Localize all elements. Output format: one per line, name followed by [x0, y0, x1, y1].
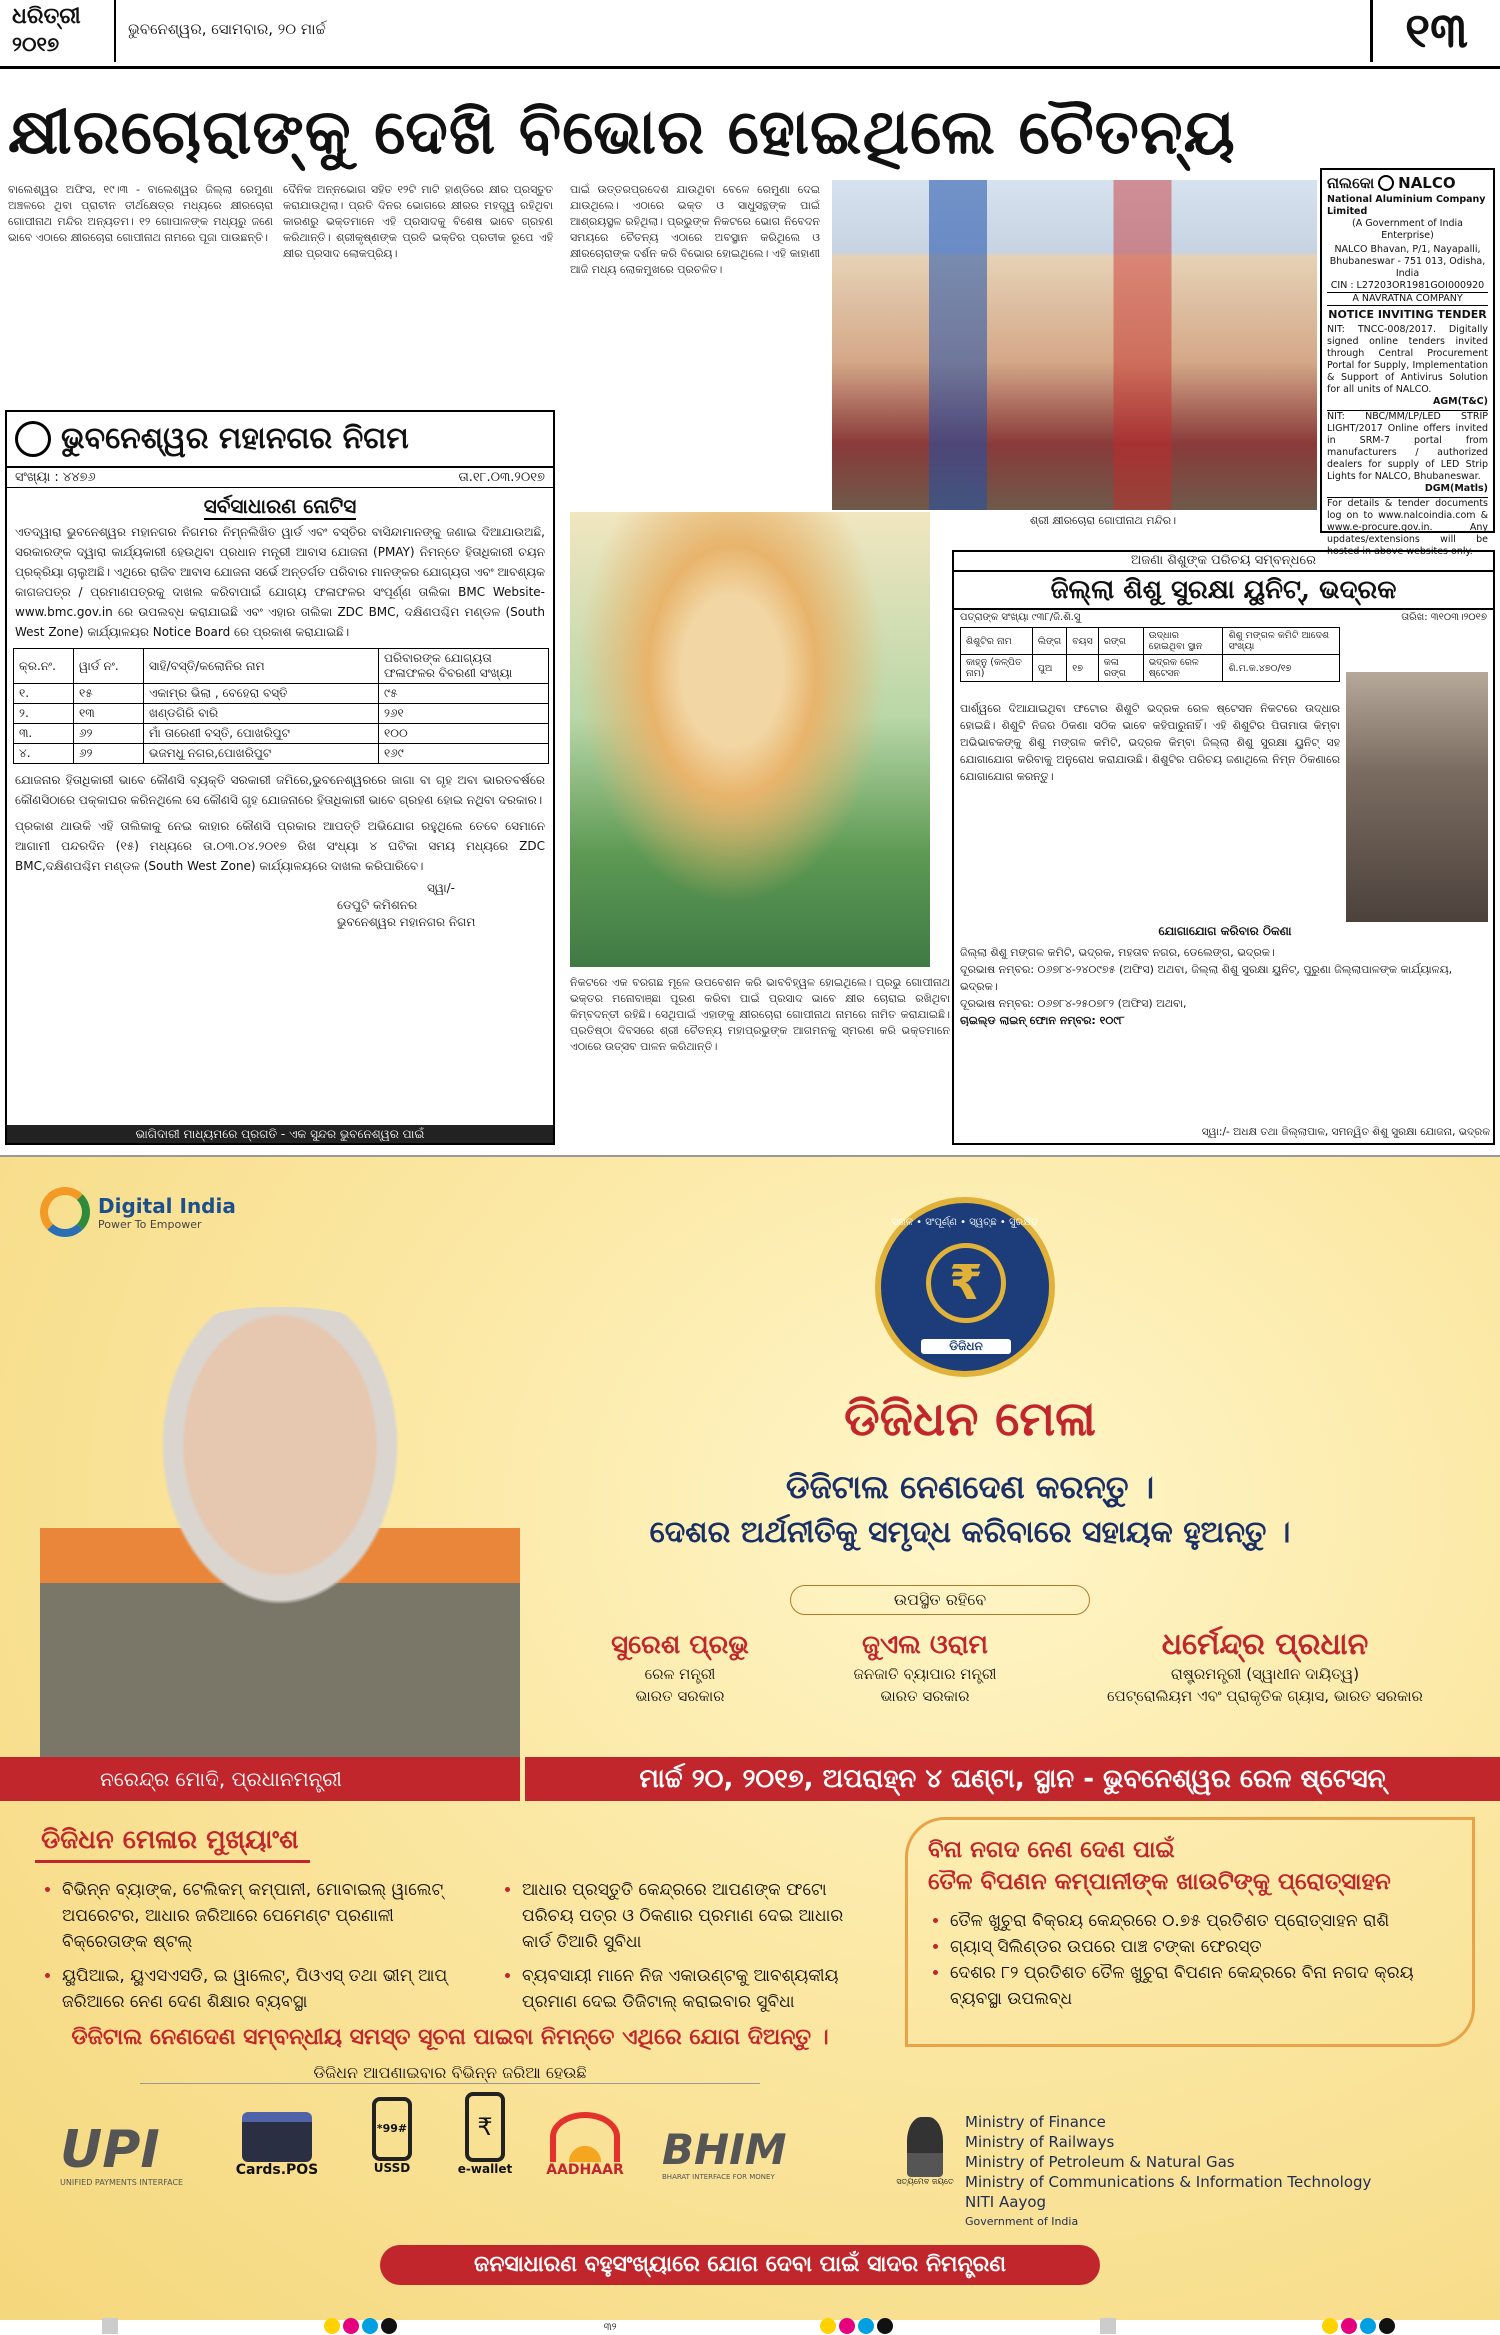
cmyk-mark — [102, 2318, 121, 2335]
ministry-item: Ministry of Railways — [965, 2133, 1115, 2151]
oil-incentive-box — [905, 1817, 1475, 2047]
nalco-navratna: A NAVRATNA COMPANY — [1327, 292, 1488, 306]
child-notice-ref: ପତ୍ରାଙ୍କ ସଂଖ୍ୟା ୯୩୮/ଜି.ଶି.ସୁ — [960, 612, 1081, 623]
info-line: ଡିଜିଟାଲ ନେଣଦେଣ ସମ୍ବନ୍ଧୀୟ ସମସ୍ତ ସୂଚନା ପାଇବା ନିମନ୍ତେ ଏଥିରେ ଯୋଗ ଦିଅନ୍ତୁ । — [71, 2025, 829, 2050]
ad-line-2: ଦେଶର ଅର୍ଥନୀତିକୁ ସମୃଦ୍ଧ କରିବାରେ ସହାୟକ ହୁଅନ୍ତୁ । — [649, 1515, 1291, 1550]
bhim-logo: BHIM BHARAT INTERFACE FOR MONEY — [662, 2125, 787, 2181]
oil-title-1: ବିନା ନଗଦ ନେଣ ଦେଣ ପାଇଁ — [928, 1837, 1175, 1863]
ministries-list — [965, 2112, 1371, 2232]
bmc-para-3: ପ୍ରକାଶ ଥାଉକି ଏହି ତାଲିକାକୁ ନେଇ କାହାର କୌଣସି ପ୍ରକାର ଆପତ୍ତି ଅଭିଯୋଗ ରହୁଥିଲେ ତେବେ ସେମାନେ ଆଗାମୀ ପନ୍ଦରଦିନ (୧୫) ମଧ୍ୟରେ ତା.୦୩.୦୪.୨୦୧୭ ରିଖ ସଂଧ୍ୟା ୪ ଘଟିକା ସମୟ ମଧ୍ୟରେ ZDC BMC,ଦକ୍ଷିଣପଶ୍ଚିମ ମଣ୍ଡଳ (South West Zone) କାର୍ଯ୍ୟାଳୟରେ ଦାଖଲ କରିପାରିବେ। — [15, 819, 545, 873]
table-header: ଉଦ୍ଧାର ହୋଇଥିବା ସ୍ଥାନ — [1143, 628, 1223, 655]
event-band: ମାର୍ଚ୍ଚ ୨୦, ୨୦୧୭, ଅପରାହ୍ନ ୪ ଘଣ୍ଟା, ସ୍ଥାନ - ଭୁବନେଶ୍ୱର ରେଳ ଷ୍ଟେସନ୍ — [525, 1757, 1500, 1801]
list-item: • ତୈଳ ଖୁଚୁରା ବିକ୍ରୟ କେନ୍ଦ୍ରରେ ୦.୭୫ ପ୍ରତିଶତ ପ୍ରୋତ୍ସାହନ ରାଶି — [950, 1908, 1452, 1934]
headline: କ୍ଷୀରଚୋରାଙ୍କୁ ଦେଖି ବିଭୋର ହୋଇଥିଲେ ଚୈତନ୍ୟ — [8, 95, 1236, 168]
nalco-nit-2: NIT: NBC/MM/LP/LED STRIP LIGHT/2017 Online offers invited in SRM-7 portal from manufacturers / authorized dealers for supply of LED Strip Lights for NALCO, Bhubaneswar. — [1327, 411, 1488, 482]
chaitanya-painting — [570, 512, 930, 967]
story-col-1: ବାଲେଶ୍ୱର ଅଫିସ, ୧୯।୩ - ବାଲେଶ୍ୱର ଜିଲ୍ଲା ରେମୁଣା ଅଞ୍ଚଳରେ ଥିବା ପ୍ରାଚୀନ ତୀର୍ଥକ୍ଷେତ୍ର ମଧ୍ୟରେ କ୍ଷୀରଚୋରା ଗୋପୀନାଥ ମନ୍ଦିର ଅନ୍ୟତମ। ୧୨ ଗୋପାଳଙ୍କ ମଧ୍ୟରୁ ଜଣେ ଭାବେ ଏଠାରେ କ୍ଷୀରଚୋରା ଗୋପୀନାଥ ନାମରେ ପୂଜା ପାଉଛନ୍ତି। — [8, 183, 273, 244]
bmc-body: ଏତଦ୍ୱାରା ଭୁବନେଶ୍ୱର ମହାନଗର ନିଗମର ନିମ୍ନଲିଖିତ ୱାର୍ଡ ଏବଂ ବସ୍ତିର ବାସିନ୍ଦାମାନଙ୍କୁ ଜଣାଇ ଦିଆଯାଉଅଛି, ସରକାରଙ୍କ ଦ୍ୱାରା କାର୍ଯ୍ୟକାରୀ ହେଉଥିବା ପ୍ରଧାନ ମନ୍ତ୍ରୀ ଆବାସ ଯୋଜନା (PMAY) ନିମନ୍ତେ ହିତାଧିକାରୀ ଚୟନ ପ୍ରକ୍ରିୟା ଚାଲୁଅଛି। ଏଥିରେ ରାଜିବ ଆବାସ ଯୋଜନା ସର୍ଭେ ଅନ୍ତର୍ଗତ ପରିବାର ମାନଙ୍କର ଯୋଗ୍ୟତା ଏବଂ ଆବଶ୍ୟକ କାଗଜପତ୍ର / ପ୍ରମାଣପତ୍ରକୁ ଦାଖଲ କରିବାପାଇଁ ଯୋଗ୍ୟ ଫଳାଫଳର ସଂପୂର୍ଣ୍ଣ ତାଲିକା BMC Website-www.bmc.gov.in ରେ ଉପଲବ୍ଧ କରାଯାଇଛି ଏବଂ ଏହାର ତାଲିକା ZDC BMC, ଦକ୍ଷିଣପଶ୍ଚିମ ମଣ୍ଡଳ (South West Zone) କାର୍ଯ୍ୟାଳୟର Notice Board ରେ ପ୍ରକାଶ କରାଯାଇଛି। — [15, 525, 545, 639]
highlights-title: ଡିଜିଧନ ମେଳାର ମୁଖ୍ୟାଂଶ — [35, 1825, 310, 1863]
ministry-item: Ministry of Petroleum & Natural Gas — [965, 2153, 1235, 2171]
bmc-footer: ଭାଗିଦାରୀ ମାଧ୍ୟମରେ ପ୍ରଗତି - ଏକ ସୁନ୍ଦର ଭୁବନେଶ୍ୱର ପାଇଁ — [7, 1125, 553, 1143]
list-item: • ବିଭିନ୍ନ ବ୍ୟାଙ୍କ, ଟେଲିକମ୍ କମ୍ପାନୀ, ମୋବାଇଲ୍ ୱାଲେଟ୍ ଅପରେଟର, ଆଧାର ଜରିଆରେ ପେମେଣ୍ଟ ପ୍ରଣାଳୀ ବିକ୍ରେତାଙ୍କ ଷ୍ଟଲ୍ — [62, 1877, 480, 1955]
story-col-3b: ନିକଟରେ ଏକ ବରଗଛ ମୂଳେ ଉପବେଶନ କରି ଭାବବିହ୍ୱଳ ହୋଇଥିଲେ। ପ୍ରଭୁ ଗୋପୀନାଥ ଭକ୍ତର ମନୋବାଞ୍ଛା ପୂରଣ କରିବା ପାଇଁ ପ୍ରସାଦ ଭାବେ କ୍ଷୀର ଚୋରାଇ ରଖିଥିବା କିମ୍ବଦନ୍ତୀ ରହିଛି। ସେଥିପାଇଁ ଏହାଙ୍କୁ କ୍ଷୀରଚୋରା ଗୋପୀନାଥ ନାମରେ ନାମିତ କରାଯାଇଛି। ପ୍ରତିଷ୍ଠା ଦିବସରେ ଶ୍ରୀ ଚୈତନ୍ୟ ମହାପ୍ରଭୁଙ୍କ ଆଗମନକୁ ସ୍ମରଣ କରି ଭକ୍ତମାନେ ଏଠାରେ ଉତ୍ସବ ପାଳନ କରିଥାନ୍ତି। — [570, 976, 950, 1053]
table-header: ଶିଶୁଟିର ନାମ — [961, 628, 1033, 655]
list-item: • ବ୍ୟବସାୟୀ ମାନେ ନିଜ ଏକାଉଣ୍ଟକୁ ଆବଶ୍ୟକୀୟ ପ୍ରମାଣ ଦେଇ ଡିଜିଟାଲ୍ କରାଇବାର ସୁବିଧା — [522, 1963, 870, 2015]
nalco-notice-title: NOTICE INVITING TENDER — [1328, 308, 1487, 321]
ad-line-1: ଡିଜିଟାଲ ନେଣଦେଣ କରନ୍ତୁ । — [785, 1468, 1155, 1506]
child-contact-1: ଜିଲ୍ଲା ଶିଶୁ ମଙ୍ଗଳ କମିଟି, ଭଦ୍ରକ, ମହତାବ ନଗର, ଡେଲେଙ୍ଗ, ଭଦ୍ରକ। — [960, 946, 1275, 959]
cmyk-mark — [820, 2318, 896, 2335]
emblem-ring-text: ସରଳ • ସଂପୂର୍ଣ୍ଣ • ସ୍ୱଚ୍ଛ • ସୁରକ୍ଷିତ — [891, 1217, 1039, 1228]
bmc-emblem-icon — [15, 421, 51, 457]
nalco-company-sub: (A Government of India Enterprise) — [1352, 218, 1463, 241]
highlights-mid — [500, 1877, 870, 2015]
list-item: • ଆଧାର ପ୍ରସ୍ତୁତି କେନ୍ଦ୍ରରେ ଆପଣଙ୍କ ଫଟୋ ପରିଚୟ ପତ୍ର ଓ ଠିକଣାର ପ୍ରମାଣ ଦେଇ ଆଧାର କାର୍ଡ ତିଆରି ସୁବିଧା — [522, 1877, 870, 1955]
nalco-logo: NALCO — [1398, 174, 1456, 192]
rupee-icon: ₹ — [926, 1243, 1006, 1323]
cmyk-mark — [1100, 2318, 1119, 2335]
masthead-logo: ଧରିତ୍ରୀ ୨୦୧୭ — [6, 0, 116, 62]
bmc-notice-title: ସର୍ବସାଧାରଣ ନୋଟିସ — [203, 494, 357, 518]
present-banner: ଉପସ୍ଥିତ ରହିବେ — [790, 1585, 1090, 1615]
table-row: କାହ୍ନୁ (କଳ୍ପିତ ନାମ) ପୁଅ ୧୭ କଳା ରଙ୍ଗ ଭଦ୍ରକ ରେଳ ଷ୍ଟେସନ ଶି.ମ.କ.୪୭୦/୧୭ — [961, 655, 1340, 682]
ashoka-emblem: ସତ୍ୟମେବ ଜୟତେ — [895, 2117, 955, 2187]
story-col-3: ପାଇଁ ଉତ୍ତରପ୍ରଦେଶ ଯାଉଥିବା ବେଳେ ରେମୁଣା ଦେଇ ଯାଉଥିଲେ। ଏଠାରେ ଭକ୍ତ ଓ ସାଧୁସନ୍ଥଙ୍କ ପାଇଁ ଆଶ୍ରୟସ୍ଥଳ ରହିଥିଲା। ପ୍ରଭୁଙ୍କ ନିକଟରେ ଭୋଗ ନିବେଦନ ସମୟରେ ଚୈତନ୍ୟ ଏଠାରେ ଅବସ୍ଥାନ କରିଥିଲେ ଓ କ୍ଷୀରଚୋରାଙ୍କ ଦର୍ଶନ କରି ବିଭୋର ହୋଇଥିଲେ। ଏହି କାହାଣୀ ଆଜି ମଧ୍ୟ ଲୋକମୁଖରେ ପ୍ରଚଳିତ। — [570, 183, 820, 276]
nalco-address-1: NALCO Bhavan, P/1, Nayapalli, — [1334, 244, 1481, 255]
page-number: ୧୩ — [1370, 0, 1500, 62]
emblem-label: ଡିଜିଧନ — [921, 1339, 1011, 1354]
nalco-sign-1: AGM(T&C) — [1432, 396, 1488, 407]
table-row: ୧. ୧୫ ଏକାମ୍ର ଭିଲା , ବେହେରା ବସ୍ତି ୯୫ — [14, 684, 549, 704]
cmyk-mark — [324, 2318, 400, 2335]
highlights-left — [40, 1877, 480, 2015]
aadhaar-logo: AADHAAR — [530, 2112, 640, 2178]
child-notice-date: ତାରିଖ: ୩୧୦୩।୨୦୧୭ — [1401, 612, 1487, 623]
lion-capital-icon — [907, 2117, 943, 2177]
table-header: କ୍ର.ନଂ. — [14, 649, 74, 684]
ussd-logo: *99# USSD — [362, 2097, 422, 2175]
bmc-para-2: ଯୋଜନାର ହିତାଧିକାରୀ ଭାବେ କୌଣସି ବ୍ୟକ୍ତି ସରକାରୀ ଜମିରେ,ଭୁବନେଶ୍ୱରରେ ଜାଗା ବା ଗୃହ ଅବା ଭାରତବର୍ଷରେ କୌଣସିଠାରେ ପକ୍କାଘର କରିନଥିଲେ ସେ କୌଣସି ଗୃହ ଯୋଜନାରେ ହିତାଧିକାରୀ ଭାବେ ଗ୍ରହଣ ହୋଇ ନଥିବା ଦରକାର। — [15, 773, 545, 807]
nalco-logo-odia: ନାଲକୋ — [1327, 174, 1375, 192]
table-header: ପରିବାରଙ୍କ ଯୋଗ୍ୟତା ଫଳାଫଳର ବିବରଣୀ ସଂଖ୍ୟା — [379, 649, 549, 684]
goi-label: Government of India — [965, 2215, 1079, 2228]
pos-machine-icon — [242, 2112, 312, 2162]
ministry-item: Ministry of Communications & Information Technology — [965, 2173, 1372, 2191]
pm-portrait — [40, 1307, 520, 1767]
list-item: • ଦେଶର ୮୨ ପ୍ରତିଶତ ତୈଳ ଖୁଚୁରା ବିପଣନ କେନ୍ଦ୍ରରେ ବିନା ନଗଦ କ୍ରୟ ବ୍ୟବସ୍ଥା ଉପଲବ୍ଧ — [950, 1960, 1452, 2012]
table-header: ବୟସ — [1067, 628, 1099, 655]
phone-icon: *99# — [372, 2097, 412, 2161]
child-notice-kicker: ଅଜଣା ଶିଶୁଙ୍କ ପରିଚୟ ସମ୍ବନ୍ଧରେ — [1131, 553, 1316, 568]
story-col-2: ଦୈନିକ ଅନ୍ନଭୋଗ ସହିତ ୧୨ଟି ମାଟି ହାଣ୍ଡିରେ କ୍ଷୀର ପ୍ରସ୍ତୁତ କରାଯାଉଥିଲା। ପ୍ରତି ଦିନର ଭୋଗରେ କ୍ଷୀରର ମହତ୍ତ୍ୱ ରହିଥିବା କାରଣରୁ ଭକ୍ତମାନେ ଏହି ପ୍ରସାଦକୁ ବିଶେଷ ଭାବେ ଗ୍ରହଣ କରିଥାନ୍ତି। ଶ୍ରୀକୃଷ୍ଣଙ୍କ ପ୍ରତି ଭକ୍ତିର ପ୍ରତୀକ ରୂପେ ଏହି କ୍ଷୀର ପ୍ରସାଦ ଲୋକପ୍ରିୟ। — [283, 183, 553, 260]
bmc-title: ଭୁବନେଶ୍ୱର ମହାନଗର ନିଗମ — [61, 421, 409, 456]
table-header: ୱାର୍ଡ ନଂ. — [74, 649, 144, 684]
digidhan-emblem — [875, 1197, 1055, 1377]
oil-title-2: ତୈଳ ବିପଣନ କମ୍ପାନୀଙ୍କ ଖାଉଟିଙ୍କୁ ପ୍ରୋତ୍ସାହନ — [928, 1869, 1391, 1895]
nalco-footer: For details & tender documents log on to www.nalcoindia.com & www.e-procure.gov.in. Any updates/extensions will be hosted in above websites only. — [1327, 498, 1488, 557]
table-header: ସାହି/ବସ୍ତି/କଲୋନିର ନାମ — [144, 649, 379, 684]
means-line: ଡିଜିଧନ ଆପଣାଇବାର ବିଭିନ୍ନ ଜରିଆ ହେଉଛି — [140, 2063, 760, 2084]
nalco-logo-icon — [1378, 175, 1394, 191]
nalco-sign-2: DGM(Matls) — [1424, 483, 1488, 494]
digidhan-title: ଡିଜିଧନ ମେଳା — [844, 1391, 1096, 1447]
table-header: ରଙ୍ଗ — [1098, 628, 1143, 655]
child-table — [960, 627, 1340, 682]
bmc-number: ସଂଖ୍ୟା : ୪୪୭୬ — [15, 470, 96, 485]
child-contact-2: ଦୂରଭାଷ ନମ୍ବର: ୦୬୭୮୪-୨୪୦୯୭୫ (ଅଫିସ) ଅଥବା, ଜିଲ୍ଲା ଶିଶୁ ସୁରକ୍ଷା ୟୁନିଟ୍, ପୁରୁଣା ଜିଲ୍ଲାପାଳଙ୍କ କାର୍ଯ୍ୟାଳୟ, ଭଦ୍ରକ। — [960, 963, 1453, 993]
guest-1: ସୁରେଶ ପ୍ରଭୁ ରେଳ ମନ୍ତ୍ରୀ ଭାରତ ସରକାର — [611, 1630, 749, 1705]
child-notice-title: ଜିଲ୍ଲା ଶିଶୁ ସୁରକ୍ଷା ୟୁନିଟ୍, ଭଦ୍ରକ — [954, 570, 1493, 610]
digital-india-logo: Digital India Power To Empower — [40, 1187, 236, 1237]
nalco-company: National Aluminium Company Limited — [1327, 194, 1486, 217]
list-item: • ୟୁପିଆଇ, ୟୁଏସଏସଡି, ଇ ୱାଲେଟ୍, ପିଓଏସ୍ ତଥା ଭୀମ୍ ଆପ୍ ଜରିଆରେ ନେଣ ଦେଣ ଶିକ୍ଷାର ବ୍ୟବସ୍ଥା — [62, 1963, 480, 2015]
nalco-tender — [1320, 168, 1495, 557]
bmc-notice — [5, 410, 555, 1145]
bmc-date: ତା.୧୮.୦୩.୨୦୧୭ — [458, 470, 545, 485]
child-notice-body: ପାର୍ଶ୍ୱରେ ଦିଆଯାଇଥିବା ଫଟୋର ଶିଶୁଟି ଭଦ୍ରକ ରେଳ ଷ୍ଟେସନ ନିକଟରେ ଉଦ୍ଧାର ହୋଇଛି। ଶିଶୁଟି ନିଜର ଠିକଣା ସଠିକ ଭାବେ କହିପାରୁନାହିଁ। ଏହି ଶିଶୁଟିର ପିତାମାତା କିମ୍ବା ଅଭିଭାବକଙ୍କୁ ଶିଶୁ ମଙ୍ଗଳ କମିଟି, ଭଦ୍ରକ କିମ୍ବା ଜିଲ୍ଲା ଶିଶୁ ସୁରକ୍ଷା ୟୁନିଟ୍ ସହ ଯୋଗାଯୋଗ କରିବାକୁ ଅନୁରୋଧ କରାଯାଉଛି। ଶିଶୁଟିର ପରିଚୟ ଜଣାଥିଲେ ନିମ୍ନ ଠିକଣାରେ ଯୋଗାଯୋଗ କରନ୍ତୁ। — [960, 702, 1340, 783]
temple-caption: ଶ୍ରୀ କ୍ଷୀରଚୋରା ଗୋପୀନାଥ ମନ୍ଦିର। — [1030, 514, 1177, 527]
masthead-date: ଭୁବନେଶ୍ୱର, ସୋମବାର, ୨୦ ମାର୍ଚ୍ଚ — [128, 20, 326, 38]
table-row: ୪. ୬୨ ଭଜମଧୁ ନଗର,ପୋଖରିପୁଟ ୧୬୯ — [14, 744, 549, 764]
nalco-cin: CIN : L27203OR1981GOI000920 — [1330, 280, 1485, 291]
bmc-table — [13, 648, 549, 764]
cmyk-mark — [1322, 2318, 1398, 2335]
child-contact-head: ଯୋଗାଯୋଗ କରିବାର ଠିକଣା — [1158, 924, 1292, 938]
nalco-address-2: Bhubaneswar - 751 013, Odisha, India — [1329, 256, 1486, 279]
ministry-item: Ministry of Finance — [965, 2113, 1106, 2131]
bmc-sign-title: ଡେପୁଟି କମିଶନର — [337, 898, 418, 912]
ewallet-logo: ₹ e-wallet — [450, 2092, 520, 2176]
cards-pos-logo: Cards.POS — [232, 2112, 322, 2178]
temple-photo — [832, 180, 1317, 510]
child-contact-4: ଚାଇଲ୍ଡ ଲାଇନ୍ ଫୋନ ନମ୍ବର: ୧୦୯୮ — [960, 1014, 1125, 1027]
aadhaar-icon — [550, 2112, 620, 2162]
table-row: ୩. ୬୨ ମାଁ ତାରେଣୀ ବସ୍ତି, ପୋଖରିପୁଟ ୧୦୦ — [14, 724, 549, 744]
print-marks — [0, 2320, 1500, 2335]
table-row: ୨. ୧୩ ଖଣ୍ଡଗିରି ବାରି ୨୬୧ — [14, 704, 549, 724]
digital-india-icon — [40, 1187, 90, 1237]
table-header: ଲିଙ୍ଗ — [1032, 628, 1066, 655]
child-notice-sign: ସ୍ୱା:/- ଅଧକ୍ଷ ତଥା ଜିଲ୍ଲାପାଳ, ସମନ୍ୱିତ ଶିଶୁ ସୁରକ୍ଷା ଯୋଜନା, ଭଦ୍ରକ — [1201, 1126, 1490, 1138]
pm-caption-band: ନରେନ୍ଦ୍ର ମୋଦି, ପ୍ରଧାନମନ୍ତ୍ରୀ — [0, 1757, 520, 1801]
guest-3: ଧର୍ମେନ୍ଦ୍ର ପ୍ରଧାନ ରାଷ୍ଟ୍ରମନ୍ତ୍ରୀ (ସ୍ୱାଧୀନ ଦାୟିତ୍ୱ) ପେଟ୍ରୋଲିୟମ ଏବଂ ପ୍ରାକୃତିକ ଗ୍ୟାସ, ଭାରତ ସରକାର — [1107, 1627, 1423, 1705]
child-photo — [1346, 672, 1488, 922]
wallet-phone-icon: ₹ — [465, 2092, 505, 2162]
footer-mark: ୩୨ — [603, 2322, 617, 2333]
bmc-sign-org: ଭୁବନେଶ୍ୱର ମହାନଗର ନିଗମ — [337, 915, 476, 929]
masthead-divider — [0, 66, 1500, 69]
digidhan-advertisement — [0, 1155, 1500, 2320]
guest-2: ଜୁଏଲ ଓରାମ ଜନଜାତି ବ୍ୟାପାର ମନ୍ତ୍ରୀ ଭାରତ ସରକାର — [853, 1630, 997, 1705]
bmc-sign: ସ୍ୱା/- — [427, 881, 455, 895]
child-contact-3: ଦୂରଭାଷ ନମ୍ବର: ୦୬୭୮୪-୨୫୦୭୮୨ (ଅଫିସ) ଅଥବା, — [960, 997, 1187, 1010]
list-item: • ଗ୍ୟାସ୍ ସିଲିଣ୍ଡର ଉପରେ ପାଞ୍ଚ ଟଙ୍କା ଫେରସ୍ତ — [950, 1934, 1452, 1960]
invite-band: ଜନସାଧାରଣ ବହୁସଂଖ୍ୟାରେ ଯୋଗ ଦେବା ପାଇଁ ସାଦର ନିମନ୍ତ୍ରଣ — [380, 2245, 1100, 2285]
child-notice — [952, 550, 1495, 1145]
upi-logo: UPI UNIFIED PAYMENTS INTERFACE — [60, 2120, 184, 2187]
table-header: ଶିଶୁ ମଙ୍ଗଳ କମିଟି ଆଦେଶ ସଂଖ୍ୟା — [1223, 628, 1340, 655]
nalco-nit-1: NIT: TNCC-008/2017. Digitally signed online tenders invited through Central Procurement Portal for Supply, Implementation & Support of Antivirus Solution for all units of NALCO. — [1327, 324, 1488, 395]
ministry-item: NITI Aayog — [965, 2193, 1047, 2211]
